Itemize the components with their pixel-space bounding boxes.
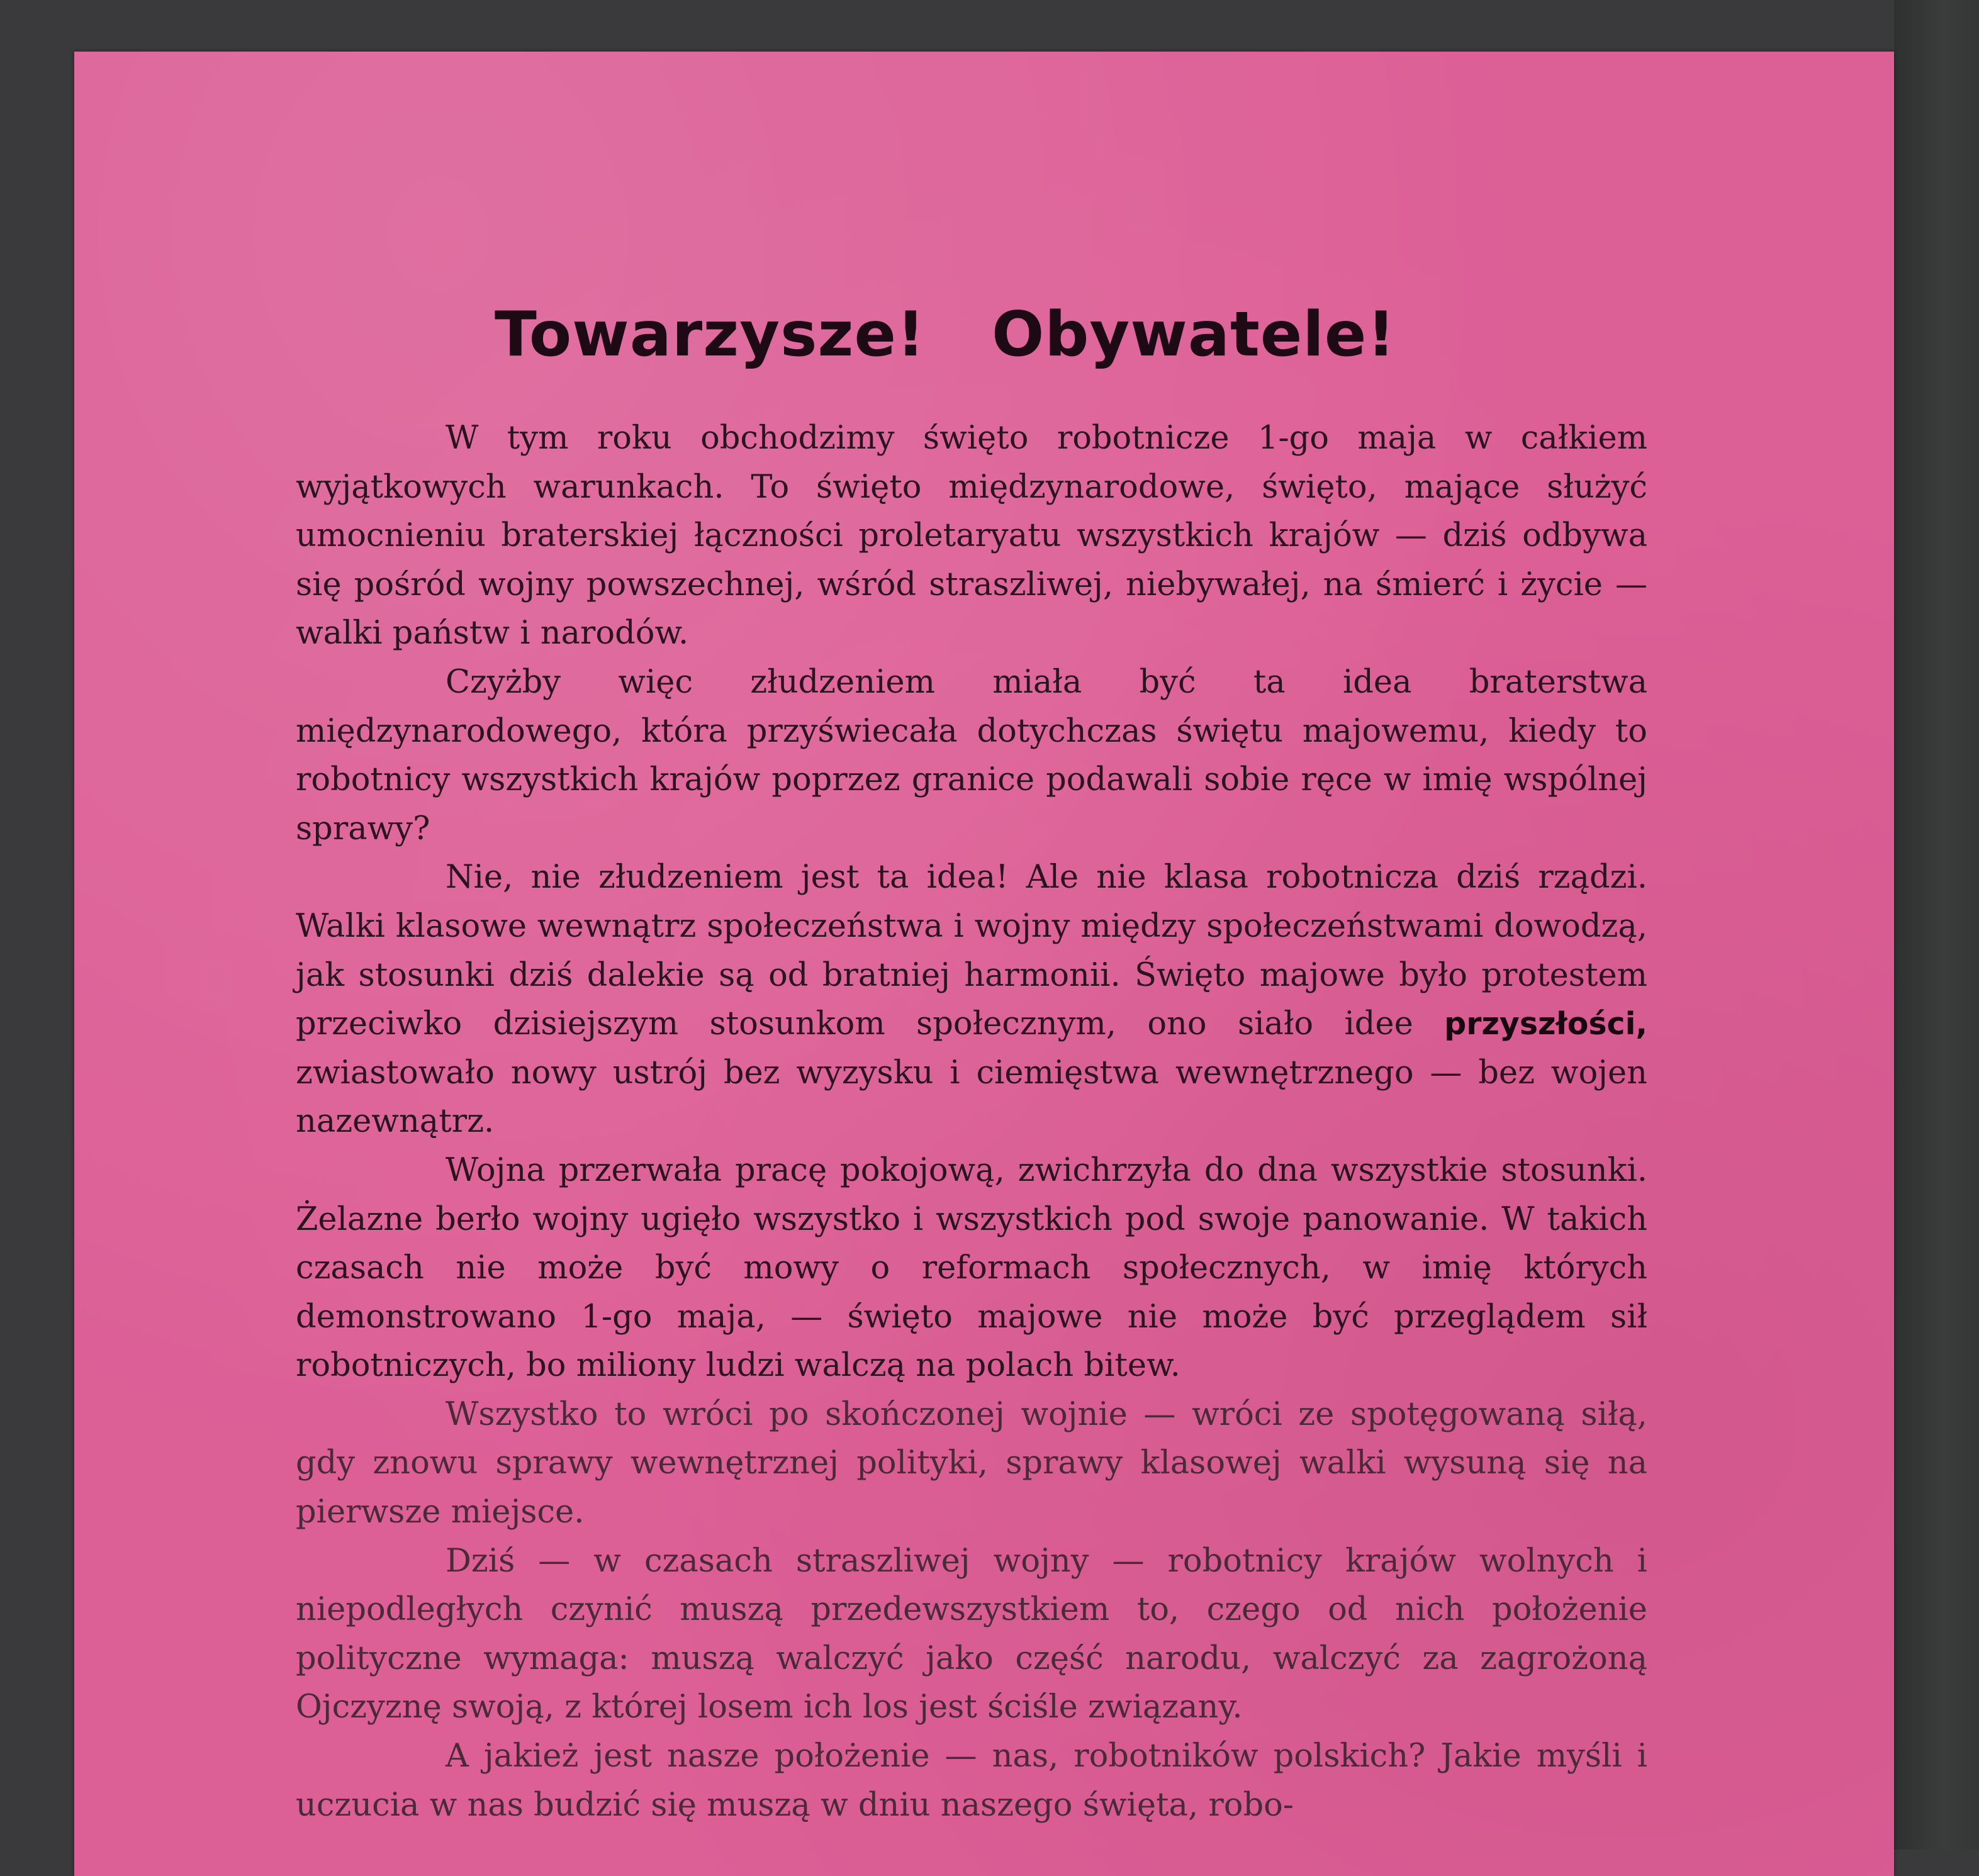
paragraph-4: Wojna przerwała pracę pokojową, zwichrzyła do dna wszystkie stosunki. Żelazne berło wojny ugięło wszystko i wszystkich pod swoje panowanie. W takich czasach nie może być mowy o reformach społecznych, w imię których demonstrowano 1-go maja, — święto majowe nie może być przeglądem sił robotniczych, bo miliony ludzi walczą na polach bitew. [296,1151,1647,1385]
dark-backdrop [1894,0,1979,1850]
paragraph-3-end: zwiastowało nowy ustrój bez wyzysku i ciemięstwa wewnętrznego — bez wojen nazewnątrz. [296,1054,1647,1141]
paragraph-1: W tym roku obchodzimy święto robotnicze 1-go maja w całkiem wyjątkowych warunkach. To święto międzynarodowe, święto, mające służyć umocnieniu braterskiej łączności proletaryatu wszystkich krajów — dziś odbywa się pośród wojny powszechnej, wśród straszliwej, niebywałej, na śmierć i życie — walki państw i narodów. [296,420,1647,652]
paragraph-5: Wszystko to wróci po skończonej wojnie — wróci ze spotęgowaną siłą, gdy znowu sprawy wewnętrznej polityki, sprawy klasowej walki wysuną się na pierwsze miejsce. [296,1395,1647,1531]
paragraph-6: Dziś — w czasach straszliwej wojny — robotnicy krajów wolnych i niepodległych czynić muszą przedewszystkiem to, czego od nich położenie polityczne wymaga: muszą walczyć jako część narodu, walczyć za zagrożoną Ojczyznę swoją, z której losem ich los jest ściśle związany. [296,1542,1647,1726]
leaflet-heading: Towarzysze! Obywatele! [495,299,1396,371]
paragraph-7: A jakież jest nasze położenie — nas, robotników polskich? Jakie myśli i uczucia w nas budzić się muszą w dniu naszego święta, robo- [296,1738,1647,1824]
emphasized-word: przyszłości, [1444,1006,1647,1042]
leaflet-body [296,414,1647,1829]
paragraph-2: Czyżby więc złudzeniem miała być ta idea braterstwa międzynarodowego, która przyświecała dotychczas świętu majowemu, kiedy to robotnicy wszystkich krajów poprzez granice podawali sobie ręce w imię wspólnej sprawy? [296,663,1647,847]
paragraph-3-start: Nie, nie złudzeniem jest ta idea! Ale nie klasa robotnicza dziś rządzi. Walki klasowe wewnątrz społeczeństwa i wojny między społeczeństwami dowodzą, jak stosunki dziś dalekie są od bratniej harmonii. Święto majowe było protestem przeciwko dzisiejszym stosunkom społecznym, ono siało idee [296,859,1647,1043]
paragraph-3 [296,853,1647,1146]
